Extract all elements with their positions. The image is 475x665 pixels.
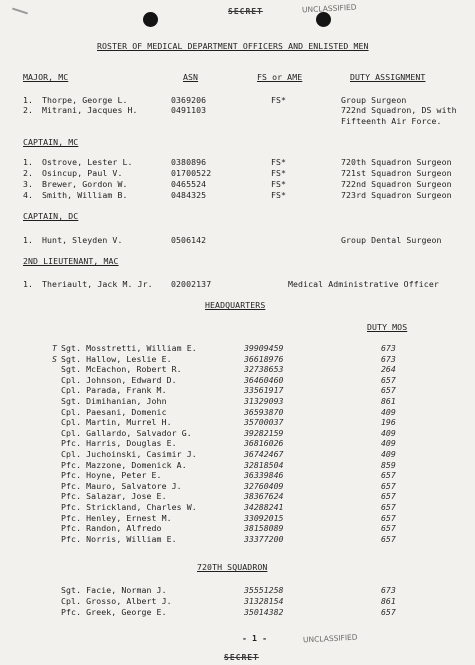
table-row-mos: 861: [381, 396, 396, 406]
table-row-name: Pfc. Strickland, Charles W.: [61, 502, 197, 512]
list-item-fs: FS*: [271, 190, 287, 200]
punch-hole-right: [316, 12, 331, 27]
table-row-name: Sgt. Mosstretti, William E.: [61, 343, 197, 353]
table-row-name: Pfc. Harris, Douglas E.: [61, 438, 177, 449]
table-row-asn: 35014382: [244, 607, 284, 617]
table-row-name: Cpl. Juchoinski, Casimir J.: [61, 449, 197, 459]
grade-prefix: S: [52, 353, 57, 364]
table-row-mos: 861: [381, 596, 396, 606]
secret-stamp-top: SECRET: [228, 7, 263, 16]
table-row-name: Pfc. Mazzone, Domenick A.: [61, 459, 187, 470]
list-item-num: 3.: [23, 179, 34, 189]
table-row-mos: 657: [381, 502, 396, 512]
table-row-name: Cpl. Gallardo, Salvador G.: [61, 427, 192, 438]
table-row-name: Cpl. Martin, Murrel H.: [61, 417, 172, 428]
table-row-asn: 33377200: [244, 533, 284, 544]
table-row-mos: 409: [381, 449, 396, 459]
list-item-asn: 0506142: [171, 235, 207, 245]
table-row-mos: 409: [381, 438, 396, 449]
table-row-mos: 657: [381, 385, 396, 396]
list-item-asn: 01700522: [171, 168, 212, 178]
table-row-name: Pfc. Hoyne, Peter E.: [61, 470, 162, 481]
table-row-name: Sgt. McEachon, Robert R.: [61, 364, 182, 375]
table-row-asn: 35551258: [244, 585, 284, 595]
page-title: ROSTER OF MEDICAL DEPARTMENT OFFICERS AND ENLISTED MEN: [97, 41, 369, 51]
headquarters-header: HEADQUARTERS: [205, 300, 266, 310]
table-row-name: Pfc. Greek, George E.: [61, 607, 167, 617]
table-row-name: Sgt. Hallow, Leslie E.: [61, 353, 172, 364]
list-item-asn: 0484325: [171, 190, 207, 200]
table-row-mos: 264: [381, 364, 396, 375]
grade-prefix: T: [52, 343, 57, 353]
captain-dc-header: CAPTAIN, DC: [23, 211, 79, 221]
list-item-num: 1.: [23, 279, 34, 289]
table-row-name: Pfc. Salazar, Jose E.: [61, 491, 167, 502]
table-row-asn: 34288241: [244, 502, 284, 512]
unclassified-stamp-bottom: UNCLASSIFIED: [302, 632, 358, 645]
list-item-name: Mitrani, Jacques H.: [42, 105, 138, 115]
table-row-asn: 38367624: [244, 491, 284, 502]
table-row-mos: 657: [381, 607, 396, 617]
list-item-duty: 720th Squadron Surgeon: [341, 157, 452, 167]
table-row-asn: 39909459: [244, 343, 284, 353]
table-row-name: Pfc. Mauro, Salvatore J.: [61, 480, 182, 491]
list-item-fs: FS*: [271, 179, 287, 189]
table-row-asn: 39282159: [244, 427, 284, 438]
table-row-name: Sgt. Dimihanian, John: [61, 396, 167, 406]
table-row-asn: 31329093: [244, 396, 284, 406]
table-row-mos: 673: [381, 353, 396, 364]
list-item-asn: 0465524: [171, 179, 207, 189]
list-item-num: 2.: [23, 168, 34, 178]
table-row-mos: 657: [381, 523, 396, 534]
table-row-asn: 32760409: [244, 480, 284, 491]
table-row-name: Cpl. Johnson, Edward D.: [61, 374, 177, 385]
list-item-asn: 0369206: [171, 95, 207, 105]
table-row-mos: 409: [381, 427, 396, 438]
table-row-mos: 859: [381, 459, 396, 470]
list-item-duty: Group Dental Surgeon: [341, 235, 442, 245]
table-row-name: Cpl. Parada, Frank M.: [61, 385, 167, 396]
table-row-asn: 31328154: [244, 596, 284, 606]
fs-column-header: FS or AME: [257, 72, 303, 82]
table-row-asn: 32738653: [244, 364, 284, 375]
table-row-asn: 36339846: [244, 470, 284, 481]
table-row-asn: 35700037: [244, 417, 284, 428]
list-item-duty: 723rd Squadron Surgeon: [341, 190, 452, 200]
duty-mos-header: DUTY MOS: [367, 322, 408, 332]
list-item-duty: Group Surgeon: [341, 95, 407, 105]
unclassified-stamp-top: UNCLASSIFIED: [301, 2, 357, 15]
list-item-asn: 0380896: [171, 157, 207, 167]
major-header: MAJOR, MC: [23, 72, 69, 82]
asn-column-header: ASN: [183, 72, 199, 82]
table-row-mos: 657: [381, 480, 396, 491]
table-row-name: Sgt. Facie, Norman J.: [61, 585, 167, 595]
table-row-asn: 36460460: [244, 374, 284, 385]
table-row-name: Pfc. Henley, Ernest M.: [61, 512, 172, 523]
squadron-720-header: 720TH SQUADRON: [197, 562, 268, 572]
punch-hole-left: [143, 12, 158, 27]
table-row-name: Cpl. Grosso, Albert J.: [61, 596, 172, 606]
table-row-asn: 36742467: [244, 449, 284, 459]
table-row-asn: 32818504: [244, 459, 284, 470]
list-item-name: Hunt, Sleyden V.: [42, 235, 123, 245]
list-item-name: Theriault, Jack M. Jr.: [42, 279, 153, 289]
lieutenant-header: 2ND LIEUTENANT, MAC: [23, 256, 119, 266]
table-row-name: Pfc. Randon, Alfredo: [61, 523, 162, 534]
pen-mark: [12, 8, 28, 15]
list-item-duty: 722nd Squadron Surgeon: [341, 179, 452, 189]
table-row-asn: 38158089: [244, 523, 284, 534]
list-item-fs: FS*: [271, 157, 287, 167]
table-row-asn: 36618976: [244, 353, 284, 364]
list-item-num: 1.: [23, 95, 34, 105]
list-item-name: Smith, William B.: [42, 190, 128, 200]
table-row-mos: 673: [381, 343, 396, 353]
list-item-duty: Medical Administrative Officer: [288, 279, 439, 289]
list-item-name: Ostrove, Lester L.: [42, 157, 133, 167]
page-number: - 1 -: [242, 633, 268, 643]
table-row-asn: 36593870: [244, 406, 284, 417]
secret-stamp-bottom: SECRET: [224, 653, 259, 662]
list-item-num: 2.: [23, 105, 34, 115]
table-row-mos: 657: [381, 374, 396, 385]
table-row-asn: 33561917: [244, 385, 284, 396]
table-row-mos: 673: [381, 585, 396, 595]
duty-assignment-header: DUTY ASSIGNMENT: [350, 72, 426, 82]
table-row-asn: 33092015: [244, 512, 284, 523]
table-row-mos: 657: [381, 533, 396, 544]
list-item-num: 1.: [23, 157, 34, 167]
list-item-name: Osincup, Paul V.: [42, 168, 123, 178]
list-item-num: 4.: [23, 190, 34, 200]
list-item-fs: FS*: [271, 168, 287, 178]
list-item-asn: 02002137: [171, 279, 212, 289]
table-row-name: Pfc. Norris, William E.: [61, 533, 177, 544]
list-item-duty-cont: Fifteenth Air Force.: [341, 116, 442, 126]
table-row-asn: 36816026: [244, 438, 284, 449]
list-item-num: 1.: [23, 235, 34, 245]
table-row-name: Cpl. Paesani, Domenic: [61, 406, 167, 417]
table-row-mos: 657: [381, 470, 396, 481]
list-item-name: Thorpe, George L.: [42, 95, 128, 105]
table-row-mos: 657: [381, 512, 396, 523]
captain-mc-header: CAPTAIN, MC: [23, 137, 79, 147]
list-item-asn: 0491103: [171, 105, 207, 115]
list-item-duty: 722nd Squadron, DS with: [341, 105, 457, 115]
list-item-duty: 721st Squadron Surgeon: [341, 168, 452, 178]
table-row-mos: 409: [381, 406, 396, 417]
table-row-mos: 196: [381, 417, 396, 428]
table-row-mos: 657: [381, 491, 396, 502]
list-item-fs: FS*: [271, 95, 287, 105]
list-item-name: Brewer, Gordon W.: [42, 179, 128, 189]
